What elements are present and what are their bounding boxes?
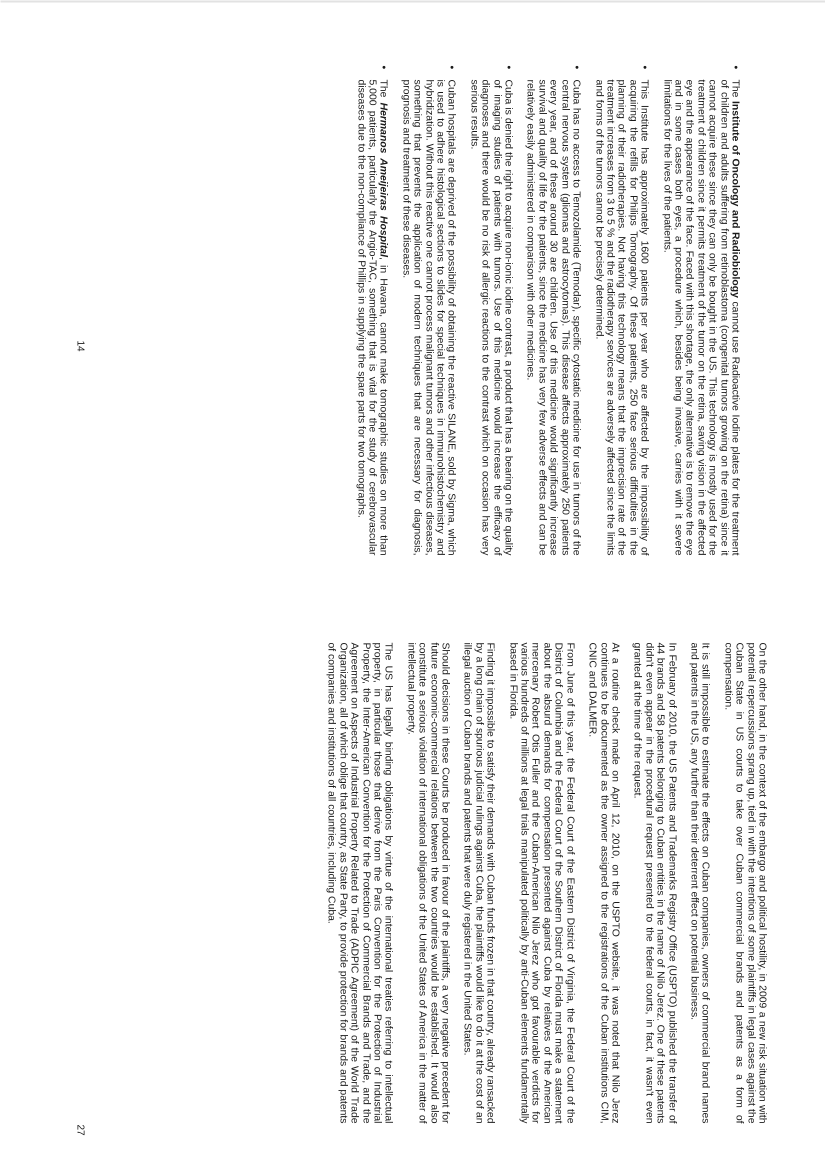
list-item: • This Institute has approximately 1600 patients per year who are affected by the impossibility of acquiring the refills for Philips Tomography. Of these patients, 250 face serious difficulties in the planning of their radiotherapies. Not having this technology means that the imprecision rate of the treatment increases from 3 to 5 % and the radiotherapy services are adversely affected since the limits and forms of the tumors cannot be precisely determined. [592,65,650,555]
bullet-glyph: • [729,65,740,69]
bullet-glyph: • [445,65,457,69]
list-item: • The Hermanos Ameijeiras Hospital, in Havana, cannot make tomographic studies on more than 5,000 patients, particularly the Angio-TAC, something that is vital for the study of cerebrovascular diseases due to the non-compliance of Phillips in supplying the spare parts for two tomographs. [354,65,389,555]
right-page-text [314,642,767,1123]
hospital-name: Hermanos Ameijeiras Hospital [377,102,389,257]
page-number: 27 [74,1124,85,1136]
right-page [0,584,825,1168]
bullet-glyph: • [570,65,582,69]
bullet-glyph: • [502,65,514,69]
bullet-glyph: • [638,65,650,69]
bullet-glyph: • [377,65,389,69]
page-number: 14 [74,340,85,352]
paragraph: Finding it impossible to satisfy their demands with Cuban funds frozen in that country, already ransacked by a long chain of spurious judicial rulings against Cuba, the plaintiffs would like to do it at the cost of an illegal auction of Cuban brands and patents that were duly registered in the United States. [461,642,496,1123]
list-item: • Cuba has no access to Temozolamide (Temodar), specific cytostatic medicine for use in tumors of the central nervous system (gliomas and astrocytomas). This disease affects approximately 250 patients every year, and of these around 30 are children. Use of this medicine would significantly increase survival and quality of life for the patients, since the medicine has very few adverse effects and can be relatively easily administered in comparison with other medicines. [524,65,582,555]
list-item: • Cuban hospitals are deprived of the possibility of obtaining the reactive SILANE, sold by Sigma, which is used to adhere histological sections to slides for special techniques in immunohistochemistry and hybridization. Without this reactive one cannot process malignant tumors and other infectious diseases, something that prevents the application of modern techniques that are necessary for diagnosis, prognosis and treatment of these diseases. [399,65,457,555]
paragraph: On the other hand, in the context of the embargo and political hostility, in 2009 a new risk situation with potential repercussions sprang up, tied in with the intentions of some plaintiffs in legal cases against the Cuban State in US courts to take over Cuban commercial brands and patents as a form of compensation. [721,642,767,1123]
bullet-list [354,65,740,555]
paragraph: It is still impossible to estimate the effects on Cuban companies, owners of commercial brand names and patents in the US, any further than their deterrent effect on potential business. [687,642,711,1123]
paragraph: In February of 2010, the US Patents and Trademarks Registry Office (USPTO) published the transfer of 44 brands and 58 patents belonging to Cuban entities in the name of Nilo Jerez. One of these patents didn't even appear in the procedural request presented to the federal courts, in fact, it wasn't even granted at the time of the request. [631,642,677,1123]
paragraph: From June of this year, the Federal Court of the Eastern District of Virginia, the Federal Court of the District of Columbia and the Federal Court of the Southern District of Florida must make a statement about the absurd demands for compensation presented against Cuba by relatives of the American mercenary Robert Otis Fuller and the Cuban-American Nilo Jerez who got favourable verdicts for various hundreds of millions at legal trials manipulated politically by anti-Cuban elements fundamentally based in Florida. [506,642,575,1123]
list-item: • The Institute of Oncology and Radiobiology cannot use Radioactive Iodine plates for the treatment of children and adults suffering from retinoblastoma (congenital tumors growing on the retina) since it cannot acquire these since they can only be bought in the US. This technology is mostly used for the treatment of children since it permits treatment of the tumor on the retina, saving vision in the affected eye and the appearance of the face. Faced with this shortage, the only alternative is to remove the eye and in some cases both eyes, a procedure which, besides being invasive, carries with it severe limitations for the lives of the patients. [660,65,740,555]
paragraph: The US has legally binding obligations by virtue of the international treaties referring to intellectual property, in particular those that derive from the Paris Convention for the Protection of Industrial Property, the Inter-American Convention for the Protection of Commercial Brands and Trade, and the Agreement on Aspects of Industrial Property Related to Trade (ADPIC Agreement) of the World Trade Organization, all of which oblige that country, as State Party, to provide protection for brands and patents of companies and institutions of all countries, including Cuba. [325,642,394,1123]
paragraph: Should decisions in these Courts be produced in favour of the plaintiffs, a very negative precedent for future economic-commercial relations between the two countries would be established. It would also constitute a serious violation of international obligations of the United States of America in the matter of intellectual property. [404,642,451,1123]
list-item: • Cuba is denied the right to acquire non-ionic iodine contrast, a product that has a bearing on the quality of imaging studies of patients with tumors. Use of this medicine would increase the efficacy of diagnoses and there would be no risk of allergic reactions to the contrast which on occasion has very serious results. [467,65,514,555]
institution-name: Institute of Oncology and Radiobiology [729,100,740,298]
paragraph: At a routine check made on April 12, 2010, on the USPTO website, it was noted that Nilo Jerez continues to be documented as the owner assigned to the registrations of the Cuban institutions CIM, CNIC and DALMER. [586,642,620,1123]
left-page-text [343,65,740,555]
